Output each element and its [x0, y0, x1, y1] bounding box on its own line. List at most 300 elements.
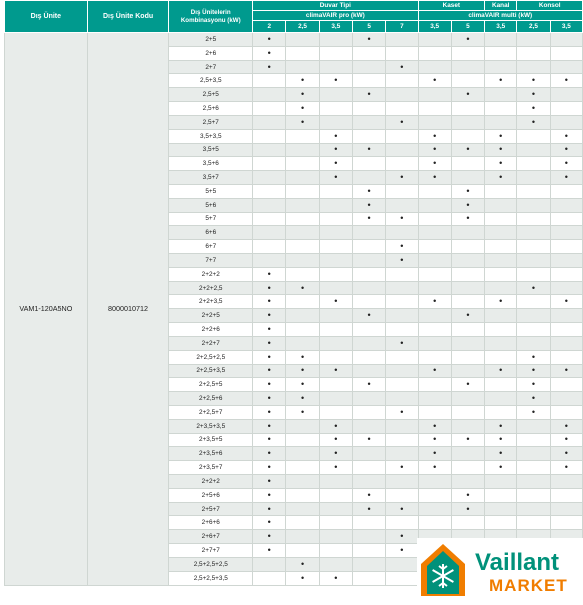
header-capacity-4: 7: [386, 21, 418, 33]
compat-cell: [386, 516, 418, 530]
compat-dot: •: [367, 89, 371, 100]
compat-cell: [517, 350, 550, 364]
vaillant-market-logo: [417, 538, 583, 600]
compat-dot: •: [334, 144, 338, 155]
compat-cell: [352, 184, 385, 198]
compat-cell: [550, 309, 582, 323]
compat-cell: [485, 88, 517, 102]
compat-dot: •: [300, 75, 305, 86]
compat-cell: [485, 475, 517, 489]
combination-cell: 3,5+3,5: [169, 129, 253, 143]
compat-dot: •: [499, 365, 503, 376]
compat-cell: [386, 336, 418, 350]
compat-cell: [485, 115, 517, 129]
compat-cell: [550, 46, 582, 60]
compat-cell: [386, 143, 418, 157]
compat-cell: [517, 157, 550, 171]
compat-cell: [286, 309, 319, 323]
compat-cell: [451, 419, 484, 433]
compat-cell: [550, 433, 582, 447]
compat-cell: [485, 143, 517, 157]
combination-table: [4, 0, 583, 586]
compat-cell: [386, 88, 418, 102]
compat-cell: [352, 557, 385, 571]
compat-dot: •: [433, 158, 437, 169]
compat-dot: •: [499, 144, 503, 155]
header-group-cassette: Kaset: [418, 1, 485, 11]
compat-cell: [286, 46, 319, 60]
compat-cell: [485, 240, 517, 254]
compat-cell: [485, 102, 517, 116]
compat-cell: [352, 350, 385, 364]
compat-cell: [386, 571, 418, 585]
compat-cell: [418, 336, 451, 350]
compat-dot: •: [300, 558, 305, 569]
compat-cell: [253, 295, 286, 309]
compat-cell: [485, 447, 517, 461]
compat-cell: [517, 392, 550, 406]
compat-cell: [286, 33, 319, 47]
compat-dot: •: [531, 102, 536, 113]
compat-cell: [253, 502, 286, 516]
compat-dot: •: [531, 75, 536, 86]
combination-cell: 7+7: [169, 254, 253, 268]
compat-cell: [418, 488, 451, 502]
compat-cell: [386, 447, 418, 461]
compat-dot: •: [499, 172, 503, 183]
compat-cell: [319, 336, 352, 350]
compat-cell: [485, 405, 517, 419]
compat-cell: [386, 74, 418, 88]
compat-dot: •: [334, 448, 338, 459]
compat-cell: [451, 102, 484, 116]
compat-cell: [352, 433, 385, 447]
compat-cell: [485, 433, 517, 447]
compat-dot: •: [564, 75, 568, 86]
compat-dot: •: [267, 282, 271, 293]
compat-cell: [418, 33, 451, 47]
compat-cell: [386, 129, 418, 143]
compat-cell: [485, 254, 517, 268]
compat-dot: •: [466, 89, 470, 100]
compat-cell: [352, 516, 385, 530]
combination-cell: 2+3,5+5: [169, 433, 253, 447]
compat-cell: [485, 74, 517, 88]
compat-cell: [319, 350, 352, 364]
compat-cell: [517, 461, 550, 475]
compat-cell: [517, 46, 550, 60]
compat-cell: [418, 226, 451, 240]
compat-dot: •: [433, 420, 437, 431]
compat-cell: [286, 350, 319, 364]
compat-cell: [352, 295, 385, 309]
compat-cell: [286, 461, 319, 475]
compat-cell: [286, 502, 319, 516]
compat-cell: [253, 571, 286, 585]
compat-cell: [517, 60, 550, 74]
compat-cell: [451, 115, 484, 129]
compat-cell: [517, 281, 550, 295]
compat-cell: [550, 212, 582, 226]
compat-dot: •: [400, 462, 404, 473]
compat-dot: •: [564, 172, 568, 183]
compat-cell: [517, 115, 550, 129]
compat-cell: [352, 226, 385, 240]
compat-dot: •: [400, 254, 404, 265]
compat-dot: •: [499, 75, 503, 86]
compat-cell: [418, 184, 451, 198]
compat-dot: •: [400, 406, 404, 417]
compat-cell: [418, 295, 451, 309]
combination-cell: 2+2+3,5: [169, 295, 253, 309]
combination-cell: 2+5+6: [169, 488, 253, 502]
compat-cell: [352, 530, 385, 544]
compat-cell: [253, 46, 286, 60]
compat-cell: [550, 184, 582, 198]
compat-dot: •: [499, 462, 503, 473]
compat-dot: •: [433, 365, 437, 376]
compat-cell: [286, 544, 319, 558]
header-combination: Dış Ünitelerin Kombinasyonu (kW): [169, 1, 253, 33]
compat-cell: [386, 254, 418, 268]
compat-cell: [418, 281, 451, 295]
compat-cell: [550, 198, 582, 212]
compat-dot: •: [400, 61, 404, 72]
compat-dot: •: [267, 503, 271, 514]
compat-dot: •: [400, 337, 404, 348]
compat-cell: [485, 46, 517, 60]
compat-dot: •: [267, 351, 271, 362]
compat-cell: [319, 405, 352, 419]
compat-cell: [386, 171, 418, 185]
compat-cell: [418, 88, 451, 102]
compat-cell: [451, 447, 484, 461]
compat-dot: •: [564, 365, 568, 376]
compat-cell: [517, 309, 550, 323]
compat-cell: [451, 350, 484, 364]
compat-dot: •: [499, 434, 503, 445]
compat-cell: [485, 129, 517, 143]
compat-dot: •: [267, 365, 271, 376]
combination-cell: 2+2,5+6: [169, 392, 253, 406]
compat-cell: [451, 336, 484, 350]
compat-cell: [286, 60, 319, 74]
compat-cell: [286, 447, 319, 461]
compat-cell: [352, 74, 385, 88]
compat-cell: [418, 102, 451, 116]
compat-cell: [517, 226, 550, 240]
combination-cell: 2+2,5+2,5: [169, 350, 253, 364]
compat-dot: •: [433, 75, 437, 86]
compat-cell: [319, 488, 352, 502]
header-capacity-7: 3,5: [485, 21, 517, 33]
compat-cell: [550, 336, 582, 350]
combination-cell: 2,5+2,5+3,5: [169, 571, 253, 585]
compat-cell: [286, 254, 319, 268]
compat-cell: [386, 557, 418, 571]
compat-cell: [319, 475, 352, 489]
compat-cell: [286, 295, 319, 309]
combination-cell: 2+2,5+3,5: [169, 364, 253, 378]
compat-cell: [352, 281, 385, 295]
compat-cell: [319, 378, 352, 392]
compat-cell: [386, 488, 418, 502]
combination-cell: 2,5+6: [169, 102, 253, 116]
compat-dot: •: [334, 130, 338, 141]
compat-dot: •: [564, 420, 568, 431]
compat-cell: [485, 323, 517, 337]
compat-cell: [451, 254, 484, 268]
compat-cell: [352, 544, 385, 558]
compat-dot: •: [466, 213, 470, 224]
compat-cell: [286, 143, 319, 157]
compat-cell: [386, 267, 418, 281]
combination-cell: 2,5+3,5: [169, 74, 253, 88]
compat-dot: •: [499, 158, 503, 169]
combination-cell: 2+2,5+5: [169, 378, 253, 392]
compat-cell: [286, 157, 319, 171]
header-capacity-0: 2: [253, 21, 286, 33]
compat-cell: [386, 295, 418, 309]
compat-cell: [286, 323, 319, 337]
compat-cell: [286, 226, 319, 240]
compat-dot: •: [267, 33, 271, 44]
compat-cell: [418, 447, 451, 461]
header-capacity-9: 3,5: [550, 21, 582, 33]
compat-cell: [352, 392, 385, 406]
compat-cell: [253, 364, 286, 378]
compat-cell: [253, 419, 286, 433]
compat-cell: [386, 198, 418, 212]
compat-cell: [253, 184, 286, 198]
compat-dot: •: [367, 185, 371, 196]
compat-cell: [319, 419, 352, 433]
compat-cell: [386, 378, 418, 392]
compat-cell: [550, 350, 582, 364]
compat-dot: •: [531, 116, 536, 127]
compat-cell: [319, 557, 352, 571]
compat-dot: •: [531, 282, 536, 293]
compat-cell: [352, 475, 385, 489]
compat-cell: [550, 475, 582, 489]
compat-dot: •: [334, 365, 338, 376]
compat-cell: [286, 102, 319, 116]
compat-cell: [386, 102, 418, 116]
compat-cell: [517, 419, 550, 433]
compat-cell: [550, 364, 582, 378]
compat-cell: [253, 267, 286, 281]
compat-cell: [352, 267, 385, 281]
compat-cell: [253, 254, 286, 268]
compat-cell: [517, 129, 550, 143]
combination-cell: 2+7: [169, 60, 253, 74]
compat-dot: •: [433, 172, 437, 183]
compat-cell: [550, 447, 582, 461]
compat-cell: [485, 488, 517, 502]
compat-dot: •: [267, 448, 271, 459]
combination-cell: 2,5+7: [169, 115, 253, 129]
compat-cell: [550, 281, 582, 295]
header-capacity-5: 3,5: [418, 21, 451, 33]
logo-graphic: [417, 538, 583, 600]
compat-cell: [319, 447, 352, 461]
compat-cell: [286, 571, 319, 585]
compat-cell: [485, 226, 517, 240]
compat-cell: [253, 198, 286, 212]
compat-cell: [550, 254, 582, 268]
compat-cell: [418, 364, 451, 378]
compat-cell: [319, 392, 352, 406]
compat-cell: [451, 488, 484, 502]
compat-cell: [485, 502, 517, 516]
compat-cell: [485, 295, 517, 309]
compat-cell: [319, 171, 352, 185]
compat-cell: [253, 60, 286, 74]
compat-cell: [253, 433, 286, 447]
compat-cell: [352, 309, 385, 323]
compat-dot: •: [300, 572, 305, 583]
header-capacity-8: 2,5: [517, 21, 550, 33]
compat-cell: [451, 461, 484, 475]
compat-cell: [319, 295, 352, 309]
compat-dot: •: [466, 185, 470, 196]
compat-cell: [418, 433, 451, 447]
compat-cell: [253, 74, 286, 88]
compat-cell: [418, 516, 451, 530]
compat-cell: [517, 475, 550, 489]
compat-dot: •: [300, 351, 305, 362]
compat-cell: [485, 212, 517, 226]
compat-dot: •: [466, 503, 470, 514]
compat-cell: [550, 157, 582, 171]
compat-cell: [517, 212, 550, 226]
compat-cell: [550, 378, 582, 392]
compat-cell: [253, 309, 286, 323]
compat-cell: [451, 309, 484, 323]
compat-cell: [550, 405, 582, 419]
compat-cell: [485, 198, 517, 212]
compat-cell: [386, 544, 418, 558]
compat-cell: [451, 475, 484, 489]
compat-cell: [386, 323, 418, 337]
header-group-console: Konsol: [517, 1, 583, 11]
compat-cell: [451, 323, 484, 337]
header-outdoor-unit-code: Dış Ünite Kodu: [87, 1, 169, 33]
compat-cell: [517, 364, 550, 378]
combination-cell: 2+2+5: [169, 309, 253, 323]
compat-cell: [253, 157, 286, 171]
compat-cell: [517, 143, 550, 157]
compat-cell: [418, 350, 451, 364]
compat-cell: [550, 240, 582, 254]
compat-cell: [352, 60, 385, 74]
compat-dot: •: [367, 379, 371, 390]
compat-cell: [418, 405, 451, 419]
table-body: [5, 33, 583, 586]
compat-cell: [253, 336, 286, 350]
compat-cell: [451, 157, 484, 171]
compat-cell: [517, 74, 550, 88]
compat-cell: [485, 364, 517, 378]
compat-cell: [319, 516, 352, 530]
compat-dot: •: [300, 406, 305, 417]
compat-dot: •: [400, 116, 404, 127]
compat-cell: [550, 488, 582, 502]
compat-cell: [451, 364, 484, 378]
compat-cell: [253, 102, 286, 116]
compat-cell: [418, 74, 451, 88]
compat-cell: [485, 461, 517, 475]
compat-dot: •: [564, 434, 568, 445]
compat-dot: •: [433, 296, 437, 307]
compat-cell: [319, 74, 352, 88]
compat-dot: •: [367, 213, 371, 224]
compat-cell: [550, 461, 582, 475]
compat-cell: [253, 226, 286, 240]
compat-dot: •: [466, 310, 470, 321]
compat-cell: [319, 433, 352, 447]
compat-dot: •: [466, 144, 470, 155]
compat-cell: [550, 74, 582, 88]
compat-cell: [386, 46, 418, 60]
compat-dot: •: [267, 544, 271, 555]
compat-cell: [386, 157, 418, 171]
compat-cell: [286, 378, 319, 392]
combination-cell: 5+7: [169, 212, 253, 226]
compat-cell: [418, 378, 451, 392]
compat-cell: [352, 129, 385, 143]
compat-cell: [485, 309, 517, 323]
compat-cell: [286, 475, 319, 489]
compat-cell: [286, 198, 319, 212]
compat-cell: [451, 184, 484, 198]
compat-cell: [517, 433, 550, 447]
compat-cell: [485, 378, 517, 392]
compat-dot: •: [334, 434, 338, 445]
compat-cell: [418, 115, 451, 129]
compat-cell: [485, 267, 517, 281]
compatibility-table-wrapper: [4, 0, 583, 586]
compat-cell: [352, 419, 385, 433]
compat-cell: [386, 405, 418, 419]
combination-cell: 2+2,5+7: [169, 405, 253, 419]
compat-cell: [286, 405, 319, 419]
compat-cell: [286, 212, 319, 226]
compat-cell: [253, 516, 286, 530]
compat-cell: [517, 267, 550, 281]
compat-cell: [319, 461, 352, 475]
compat-cell: [418, 419, 451, 433]
compat-cell: [485, 157, 517, 171]
compat-cell: [550, 102, 582, 116]
compat-cell: [319, 88, 352, 102]
compat-dot: •: [367, 489, 371, 500]
combination-cell: 6+6: [169, 226, 253, 240]
compat-cell: [286, 419, 319, 433]
compat-cell: [451, 392, 484, 406]
compat-dot: •: [267, 406, 271, 417]
compat-cell: [386, 475, 418, 489]
compat-cell: [418, 46, 451, 60]
compat-cell: [485, 33, 517, 47]
compat-cell: [253, 461, 286, 475]
compat-dot: •: [367, 33, 371, 44]
compat-cell: [451, 143, 484, 157]
compat-cell: [286, 184, 319, 198]
compat-cell: [451, 226, 484, 240]
compat-cell: [418, 198, 451, 212]
compat-cell: [550, 129, 582, 143]
